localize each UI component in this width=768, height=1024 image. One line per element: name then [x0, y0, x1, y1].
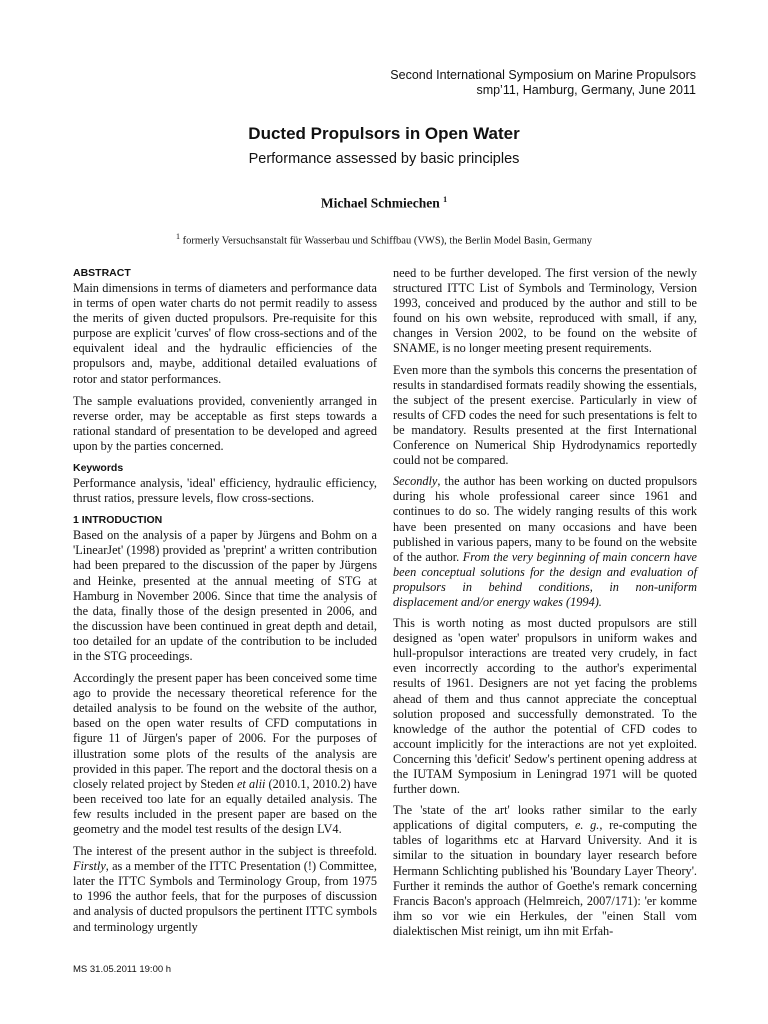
- right-p3-italic-a: Secondly: [393, 474, 438, 489]
- right-paragraph-3: [393, 474, 697, 610]
- abstract-paragraph-1: Main dimensions in terms of diameters and performance data in terms of open water charts do not permit readily to assess the merits of given ducted propulsors. Pre-requisite for this purpose are explicit 'curves' of flow cross-sections and of the equivalent ideal and the hydraulic efficiencies of the propulsors and, maybe, additional detailed evaluations of rotor and stator performances.: [73, 281, 377, 386]
- intro-p2-part-a: Accordingly the present paper has been conceived some time ago to provide the necessary theoretical reference for the detailed analysis to be found on the website of the author, based on the open water results of CFD computations in figure 11 of Jürgen's paper of 2006. For the purposes of illustration some plots of the results of the analysis are provided in this paper. The report and the doctoral thesis on a closely related project by Steden: [73, 671, 377, 791]
- right-p5-part-a: The 'state of the art' looks rather similar to the early applications of digital computers,: [393, 803, 697, 833]
- paper-title: Ducted Propulsors in Open Water: [248, 124, 520, 143]
- keywords-heading: Keywords: [73, 462, 124, 475]
- conference-details: smp’11, Hamburg, Germany, June 2011: [476, 83, 696, 97]
- introduction-paragraph-3: [73, 844, 377, 935]
- abstract-paragraph-2: The sample evaluations provided, conveniently arranged in reverse order, may be acceptable as first steps towards a rational standard of presentation to be developed and agreed upon by the parties concerned.: [73, 393, 377, 453]
- introduction-paragraph-2: [73, 671, 377, 837]
- right-paragraph-4: This is worth noting as most ducted propulsors are still designed as 'open water' propulsors in uniform wakes and hull-propulsor interactions are treated very crudely, in fact even incorrectly according to the author's experimental results of 1961. Designers are not yet facing the problems ahead of them and thus cannot appreciate the conceptual solution proposed and successfully demonstrated. To the knowledge of the author the potential of CFD codes to account implicitly for the interactions are not yet exploited. Concerning this 'deficit' Sedow's pertinent opening address at the IUTAM Symposium in Leningrad 1971 will be quoted further down.: [393, 616, 697, 797]
- paper-subtitle: Performance assessed by basic principles: [248, 151, 520, 167]
- introduction-heading: 1 INTRODUCTION: [73, 514, 163, 527]
- intro-p3-part-b: , as a member of the ITTC Presentation (!) Committee, later the ITTC Symbols and Terminology Group, from 1975 to 1996 the author feels, that for the purposes of discussion and analysis of ducted propulsors the pertinent ITTC symbols and terminology urgently: [73, 859, 377, 934]
- abstract-heading: ABSTRACT: [73, 267, 131, 279]
- right-column: [393, 266, 697, 945]
- author-name: Michael Schmiechen: [320, 195, 440, 211]
- right-paragraph-2: Even more than the symbols this concerns the presentation of results in standardised formats readily showing the essentials, the subject of the present exercise. Particularly in view of results of CFD codes the need for such presentations is felt to be mandatory. Results presented at the first International Conference on Numerical Ship Hydrodynamics reportedly could not be compared.: [393, 362, 697, 468]
- left-column: [73, 266, 377, 942]
- conference-name: Second International Symposium on Marine Propulsors: [390, 68, 696, 82]
- right-p5-part-b: , re-computing the tables of logarithms etc at Harvard University. And it is similar to the situation in boundary layer research before Hermann Schlichting published his 'Boundary Layer Theory'. Further it reminds the author of Goethe's remark concerning Francis Bacon's approach (Helmreich, 2007/171): 'er komme ihm so vor wie ein Herkules, der "einen Stall vom dialektischen Mist reinigt, um ihn mit Erfah-: [393, 818, 697, 938]
- affiliation-text: formerly Versuchsanstalt für Wasserbau und Schiffbau (VWS), the Berlin Model Basin, Germany: [182, 235, 593, 247]
- intro-p3-italic: Firstly: [73, 859, 106, 874]
- right-p5-italic: e. g.: [574, 818, 600, 833]
- author-line: [0, 195, 768, 212]
- intro-p2-italic: et alii: [236, 776, 266, 791]
- intro-p2-part-b: (2010.1, 2010.2) have been received too late for an equally detailed analysis. The few results included in the present paper are based on the geometry and the model test results of the design LV4.: [73, 776, 377, 836]
- page-footer: MS 31.05.2011 19:00 h: [73, 964, 172, 975]
- right-p3-italic-b: From the very beginning of main concern have been conceptual solutions for the design and evaluation of propulsors in behind conditions, in non-uniform displacement and/or energy wakes (1994).: [393, 549, 697, 609]
- conference-header: [390, 68, 696, 98]
- affiliation-line: [0, 232, 768, 247]
- right-p3-part-a: , the author has been working on ducted propulsors during his whole professional career since 1961 and continues to do so. The widely ranging results of this work have been presented on many occasions and have been published in various papers, many to be found on the website of the author.: [393, 474, 697, 564]
- right-paragraph-5: [393, 803, 697, 939]
- intro-p3-part-a: The interest of the present author in the subject is threefold.: [73, 844, 377, 859]
- introduction-paragraph-1: Based on the analysis of a paper by Jürgens and Bohm on a 'LinearJet' (1998) provided as 'preprint' a written contribution had been prepared to the discussion of the paper by Jürgens and Heinke, presented at the annual meeting of STG at Hamburg in November 2006. Since that time the analysis of the data, finally those of the design presented in 2006, and the discussion have been continued in great depth and detail, too detailed for an update of the contribution to be included in the STG proceedings.: [73, 528, 377, 663]
- author-footnote-mark: 1: [443, 195, 448, 204]
- affiliation-footnote-mark: 1: [175, 232, 180, 241]
- keywords-text: Performance analysis, 'ideal' efficiency, hydraulic efficiency, thrust ratios, pressure levels, flow cross-sections.: [73, 476, 377, 506]
- right-paragraph-1: need to be further developed. The first version of the newly structured ITTC List of Symbols and Terminology, Version 1993, conceived and produced by the author and still to be found on his own website, reproduced with small, if any, changes in Version 2002, to be found on the website of SNAME, is no longer meeting present requirements.: [393, 266, 697, 356]
